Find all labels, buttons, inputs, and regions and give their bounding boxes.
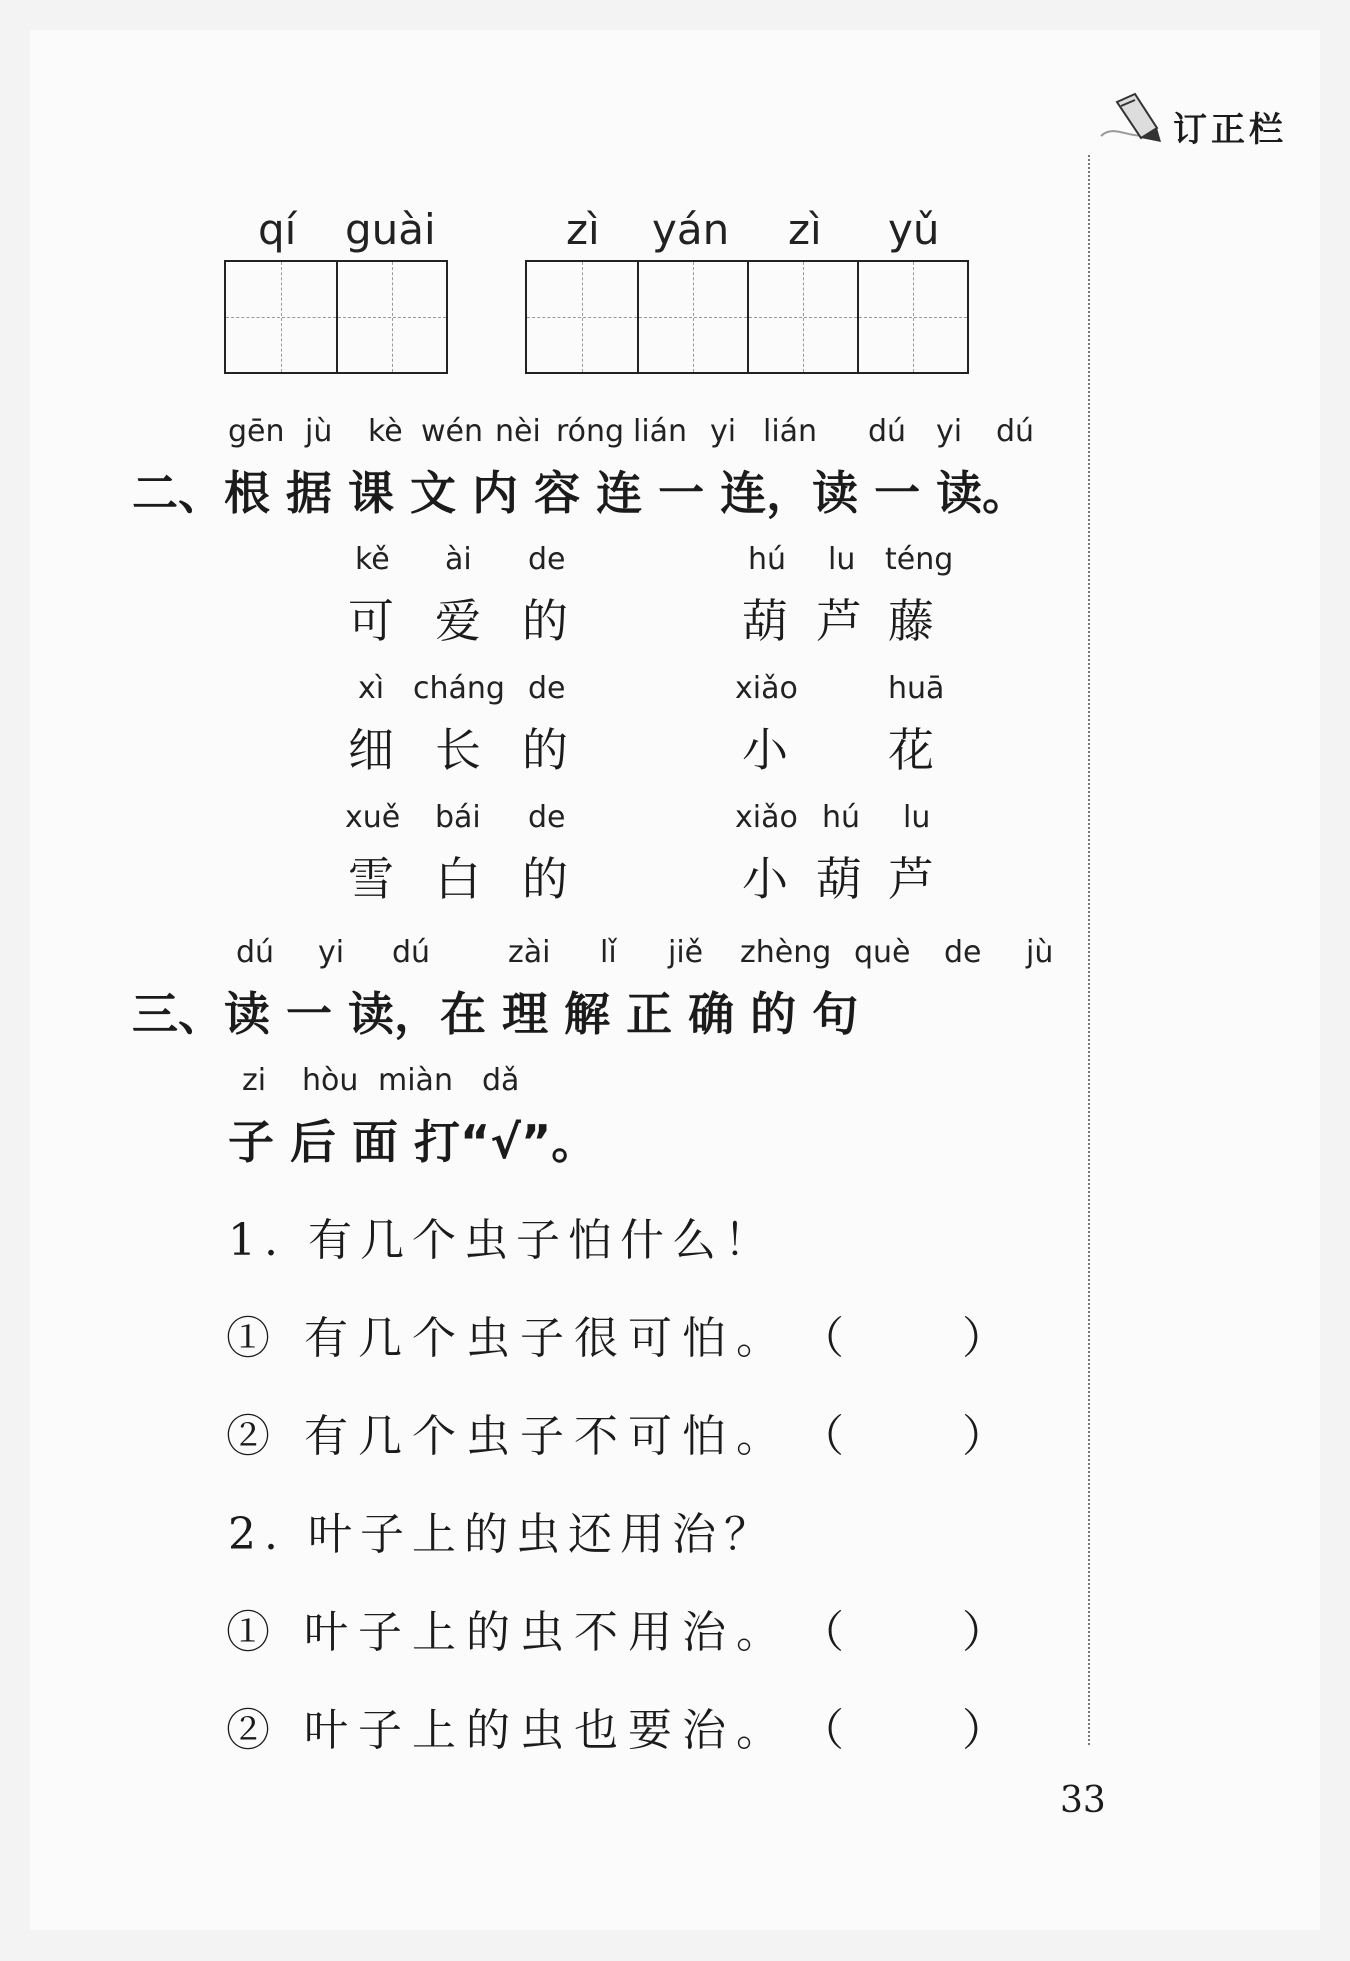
pinyin: dǎ [482, 1063, 520, 1098]
answer-parentheses[interactable]: （ ） [800, 1313, 1016, 1364]
match-right-char[interactable]: 藤 [888, 594, 934, 648]
pinyin: lǐ [600, 935, 617, 970]
pinyin: xì [358, 671, 385, 706]
match-right-char[interactable]: 花 [888, 723, 934, 777]
page-number: 33 [1060, 1780, 1106, 1821]
answer-parentheses[interactable]: （ ） [800, 1411, 1016, 1462]
pinyin: yǔ [888, 205, 940, 254]
writing-cell[interactable] [226, 262, 336, 372]
pinyin: miàn [378, 1063, 453, 1098]
pinyin: qí [258, 205, 297, 254]
pinyin: kè [368, 414, 403, 449]
pinyin: yi [936, 414, 963, 449]
pinyin: dú [236, 935, 275, 970]
question-2: 2. 叶子上的虫还用治？ [228, 1509, 776, 1560]
writing-cell[interactable] [527, 262, 637, 372]
writing-cell[interactable] [336, 262, 446, 372]
match-left-char[interactable]: 的 [522, 723, 568, 777]
pencil-icon [1095, 92, 1185, 148]
option-text: ① 叶子上的虫不用治。 [226, 1607, 790, 1658]
pinyin: de [944, 935, 982, 970]
question-1: 1. 有几个虫子怕什么！ [228, 1215, 776, 1266]
pinyin: de [528, 800, 566, 835]
pinyin: què [854, 935, 911, 970]
match-right-char[interactable]: 葫 [816, 852, 862, 906]
pinyin: jiě [668, 935, 704, 970]
pinyin: hú [822, 800, 861, 835]
correction-label: 订正栏 [1173, 110, 1287, 150]
pinyin: zì [788, 205, 822, 254]
pinyin: yi [710, 414, 737, 449]
correction-column-header [1095, 92, 1315, 152]
pinyin: zì [566, 205, 600, 254]
pinyin: xiǎo [735, 671, 798, 706]
pinyin: lián [763, 414, 818, 449]
section3-title-line1: 三、读 一 读，在 理 解 正 确 的 句 [132, 987, 859, 1041]
section3-title-line2: 子 后 面 打“√”。 [228, 1115, 598, 1169]
match-right-char[interactable]: 小 [742, 723, 788, 777]
match-right-char[interactable]: 葫 [742, 594, 788, 648]
pinyin: kě [355, 542, 390, 577]
pinyin: guài [345, 205, 436, 254]
answer-parentheses[interactable]: （ ） [800, 1607, 1016, 1658]
pinyin: hú [748, 542, 787, 577]
pinyin: yán [652, 205, 730, 254]
match-left-char[interactable]: 白 [435, 852, 481, 906]
pinyin: lián [633, 414, 688, 449]
writing-cell[interactable] [637, 262, 747, 372]
match-left-char[interactable]: 长 [435, 723, 481, 777]
pinyin: lu [828, 542, 856, 577]
pinyin: xuě [345, 800, 401, 835]
match-left-char[interactable]: 细 [348, 723, 394, 777]
pinyin: zi [242, 1063, 267, 1098]
writing-cell[interactable] [857, 262, 967, 372]
match-right-char[interactable]: 芦 [816, 594, 862, 648]
match-left-char[interactable]: 的 [522, 594, 568, 648]
pinyin: ài [445, 542, 472, 577]
option-text: ② 有几个虫子不可怕。 [226, 1411, 790, 1462]
match-left-char[interactable]: 的 [522, 852, 568, 906]
pinyin: cháng [413, 671, 505, 706]
pinyin: gēn [228, 414, 285, 449]
pinyin: téng [885, 542, 954, 577]
correction-divider [1088, 155, 1090, 1745]
section2-title: 二、根 据 课 文 内 容 连 一 连，读 一 读。 [132, 466, 1029, 520]
pinyin: xiǎo [735, 800, 798, 835]
match-left-char[interactable]: 可 [348, 594, 394, 648]
pinyin: de [528, 542, 566, 577]
pinyin: de [528, 671, 566, 706]
pinyin: dú [868, 414, 907, 449]
writing-grid-1[interactable] [224, 260, 448, 374]
pinyin: hòu [302, 1063, 359, 1098]
pinyin: dú [392, 935, 431, 970]
match-right-char[interactable]: 小 [742, 852, 788, 906]
pinyin: jù [1026, 935, 1054, 970]
option-text: ② 叶子上的虫也要治。 [226, 1705, 790, 1756]
pinyin: róng [556, 414, 625, 449]
answer-parentheses[interactable]: （ ） [800, 1705, 1016, 1756]
pinyin: zhèng [740, 935, 832, 970]
writing-cell[interactable] [747, 262, 857, 372]
pinyin: huā [888, 671, 945, 706]
pinyin: dú [996, 414, 1035, 449]
option-text: ① 有几个虫子很可怕。 [226, 1313, 790, 1364]
match-right-char[interactable]: 芦 [888, 852, 934, 906]
pinyin: bái [435, 800, 481, 835]
pinyin: nèi [495, 414, 541, 449]
pinyin: wén [421, 414, 484, 449]
pinyin: yi [318, 935, 345, 970]
match-left-char[interactable]: 爱 [435, 594, 481, 648]
pinyin: zài [508, 935, 551, 970]
pinyin: lu [903, 800, 931, 835]
writing-grid-2[interactable] [525, 260, 969, 374]
pinyin: jù [305, 414, 333, 449]
match-left-char[interactable]: 雪 [348, 852, 394, 906]
